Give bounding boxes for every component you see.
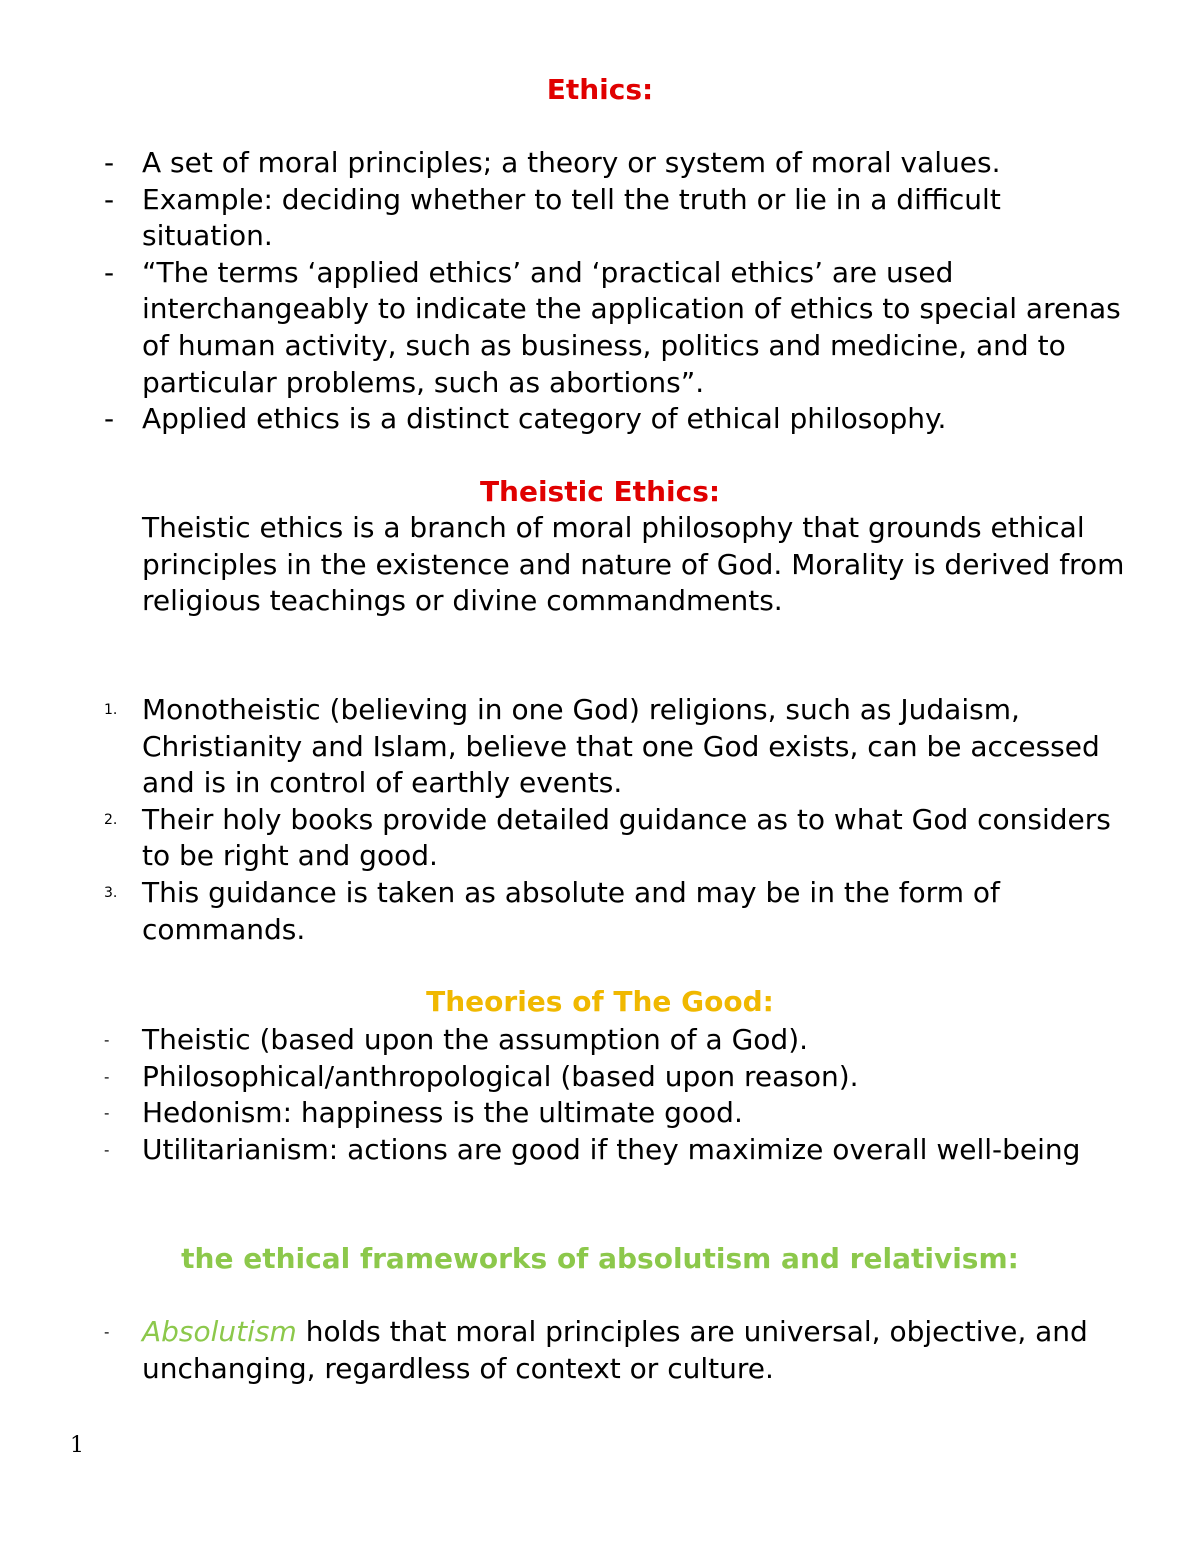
ethics-bullet-text: “The terms ‘applied ethics’ and ‘practical ethics’ are used interchangeably to indicate the application of ethics to special arenas of human activity, such as business, politics and medicine, and to particular problems, such as abortions”. bbox=[142, 255, 1121, 399]
list-item bbox=[0, 401, 1200, 438]
heading-theistic-ethics: Theistic Ethics: bbox=[479, 475, 721, 508]
list-item bbox=[0, 182, 1200, 255]
numbered-item-text: Monotheistic (believing in one God) religions, such as Judaism, Christianity and Islam, believe that one God exists, can be accessed and is in control of earthly events. bbox=[142, 693, 1100, 800]
theories-bullet-list bbox=[0, 1022, 1200, 1168]
heading-ethics: Ethics: bbox=[546, 73, 654, 106]
bullet-dash: - bbox=[104, 402, 115, 436]
list-item bbox=[0, 875, 1200, 948]
ethics-bullet-text: A set of moral principles; a theory or system of moral values. bbox=[142, 146, 1001, 179]
absolutism-definition: holds that moral principles are universal, objective, and unchanging, regardless of context or culture. bbox=[142, 1315, 1088, 1385]
bullet-dash: - bbox=[104, 146, 115, 179]
list-item bbox=[0, 1022, 1200, 1059]
theories-bullet-text: Theistic (based upon the assumption of a God). bbox=[142, 1023, 809, 1056]
ethics-bullet-text: Example: deciding whether to tell the truth or lie in a difficult situation. bbox=[142, 182, 1001, 253]
list-item bbox=[0, 255, 1200, 401]
heading-theories-of-the-good: Theories of The Good: bbox=[426, 985, 774, 1018]
page-number: 1 bbox=[70, 1433, 84, 1458]
theistic-numbered-list bbox=[0, 692, 1200, 948]
list-item bbox=[0, 802, 1200, 875]
list-item bbox=[0, 1059, 1200, 1096]
list-item bbox=[0, 145, 1200, 182]
bullet-dash: - bbox=[104, 255, 115, 289]
bullet-dash: - bbox=[104, 1140, 110, 1159]
list-item bbox=[0, 1095, 1200, 1132]
absolutism-term: Absolutism bbox=[142, 1315, 297, 1348]
list-item bbox=[0, 692, 1200, 802]
ethics-bullet-text: Applied ethics is a distinct category of ethical philosophy. bbox=[142, 402, 947, 436]
numbered-item-text: Their holy books provide detailed guidance as to what God considers to be right and good. bbox=[142, 802, 1111, 873]
bullet-dash: - bbox=[104, 1104, 110, 1123]
list-number: 3. bbox=[104, 884, 118, 901]
bullet-dash: - bbox=[104, 1031, 110, 1049]
theories-bullet-text: Philosophical/anthropological (based upon reason). bbox=[142, 1059, 859, 1093]
bullet-dash: - bbox=[104, 182, 115, 216]
ethics-bullet-list bbox=[0, 145, 1200, 438]
frameworks-bullet-list bbox=[0, 1314, 1200, 1387]
heading-ethical-frameworks: the ethical frameworks of absolutism and relativism: bbox=[181, 1242, 1019, 1275]
theories-bullet-text: Hedonism: happiness is the ultimate good. bbox=[142, 1096, 743, 1130]
list-number: 2. bbox=[104, 811, 118, 828]
bullet-dash: - bbox=[104, 1323, 110, 1341]
list-item bbox=[0, 1314, 1200, 1387]
bullet-dash: - bbox=[104, 1067, 110, 1086]
theories-bullet-text: Utilitarianism: actions are good if they maximize overall well-being bbox=[142, 1132, 1081, 1166]
theistic-ethics-paragraph: Theistic ethics is a branch of moral philosophy that grounds ethical principles in the existence and nature of God. Morality is derived from religious teachings or divine commandments. bbox=[142, 511, 1125, 618]
list-number: 1. bbox=[104, 702, 118, 718]
list-item bbox=[0, 1132, 1200, 1169]
numbered-item-text: This guidance is taken as absolute and may be in the form of commands. bbox=[142, 875, 1000, 946]
